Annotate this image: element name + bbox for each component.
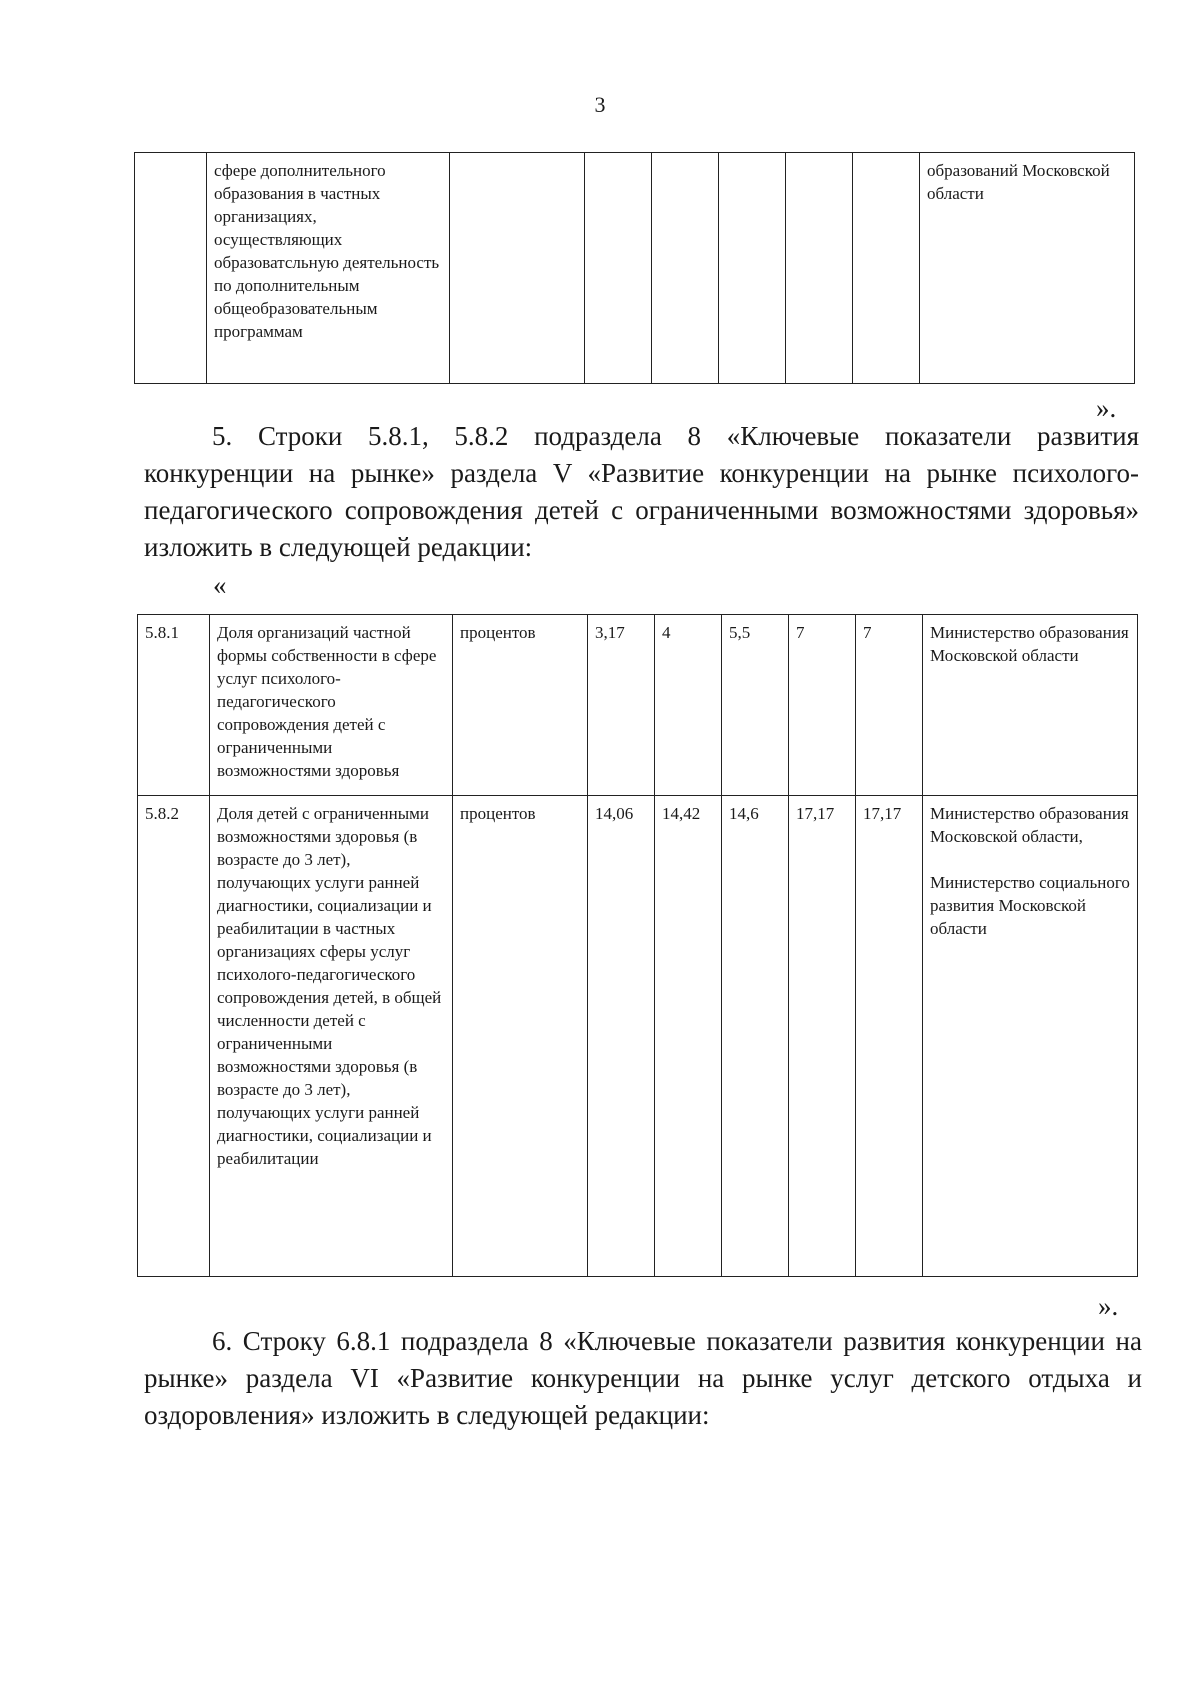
cell-value-4 (786, 153, 853, 384)
cell-value-1 (585, 153, 652, 384)
page-number: 3 (594, 92, 606, 117)
table-row (138, 615, 1138, 796)
paragraph-6: 6. Строку 6.8.1 подраздела 8 «Ключевые показатели развития конкуренции на рынке» раздела VI «Развитие конкуренции на рынке услуг детского отдыха и оздоровления» изложить в следующей редакции: (144, 1326, 1142, 1430)
cell-responsible: Министерство образования Московской области (923, 615, 1138, 796)
cell-indicator-name: Доля организаций частной формы собственности в сфере услуг психолого-педагогического сопровождения детей с ограниченными возможностями здоровья (210, 615, 453, 796)
closing-quote: ». (1096, 393, 1117, 423)
cell-value-2 (652, 153, 719, 384)
opening-quote: « (213, 570, 227, 600)
cell-value-3 (719, 153, 786, 384)
cell-value-3: 14,6 (722, 796, 789, 1277)
cell-value-4: 7 (789, 615, 856, 796)
cell-value-1: 3,17 (588, 615, 655, 796)
cell-unit (450, 153, 585, 384)
cell-number (135, 153, 207, 384)
cell-value-5: 7 (856, 615, 923, 796)
cell-unit: процентов (453, 796, 588, 1277)
cell-number: 5.8.2 (138, 796, 210, 1277)
responsible-line-2: Министерство социального развития Московской области (930, 873, 1130, 938)
cell-value-2: 4 (655, 615, 722, 796)
table-rows-5-8 (137, 614, 1138, 1277)
cell-responsible (923, 796, 1138, 1277)
table-top-continuation (134, 152, 1135, 384)
paragraph-5: 5. Строки 5.8.1, 5.8.2 подраздела 8 «Ключевые показатели развития конкуренции на рынке» раздела V «Развитие конкуренции на рынке психолого-педагогического сопровождения детей с ограниченными возможностями здоровья» изложить в следующей редакции: (144, 421, 1139, 562)
closing-quote: ». (1098, 1291, 1119, 1321)
cell-number: 5.8.1 (138, 615, 210, 796)
cell-value-1: 14,06 (588, 796, 655, 1277)
table-row (138, 796, 1138, 1277)
cell-indicator-name: Доля детей с ограниченными возможностями здоровья (в возрасте до 3 лет), получающих услуги ранней диагностики, социализации и реабилитации в частных организациях сферы услуг психолого-педагогического сопровождения детей, в общей численности детей с ограниченными возможностями здоровья (в возрасте до 3 лет), получающих услуги ранней диагностики, социализации и реабилитации (210, 796, 453, 1277)
cell-indicator-name: сфере дополнительного образования в частных организациях, осуществляющих образоватсльную деятельность по дополнительным общеобразовательным программам (207, 153, 450, 384)
cell-responsible: образований Московской области (920, 153, 1135, 384)
cell-value-2: 14,42 (655, 796, 722, 1277)
cell-unit: процентов (453, 615, 588, 796)
cell-value-3: 5,5 (722, 615, 789, 796)
cell-value-5: 17,17 (856, 796, 923, 1277)
table-row (135, 153, 1135, 384)
cell-value-5 (853, 153, 920, 384)
responsible-line-1: Министерство образования Московской области, (930, 804, 1129, 846)
cell-value-4: 17,17 (789, 796, 856, 1277)
